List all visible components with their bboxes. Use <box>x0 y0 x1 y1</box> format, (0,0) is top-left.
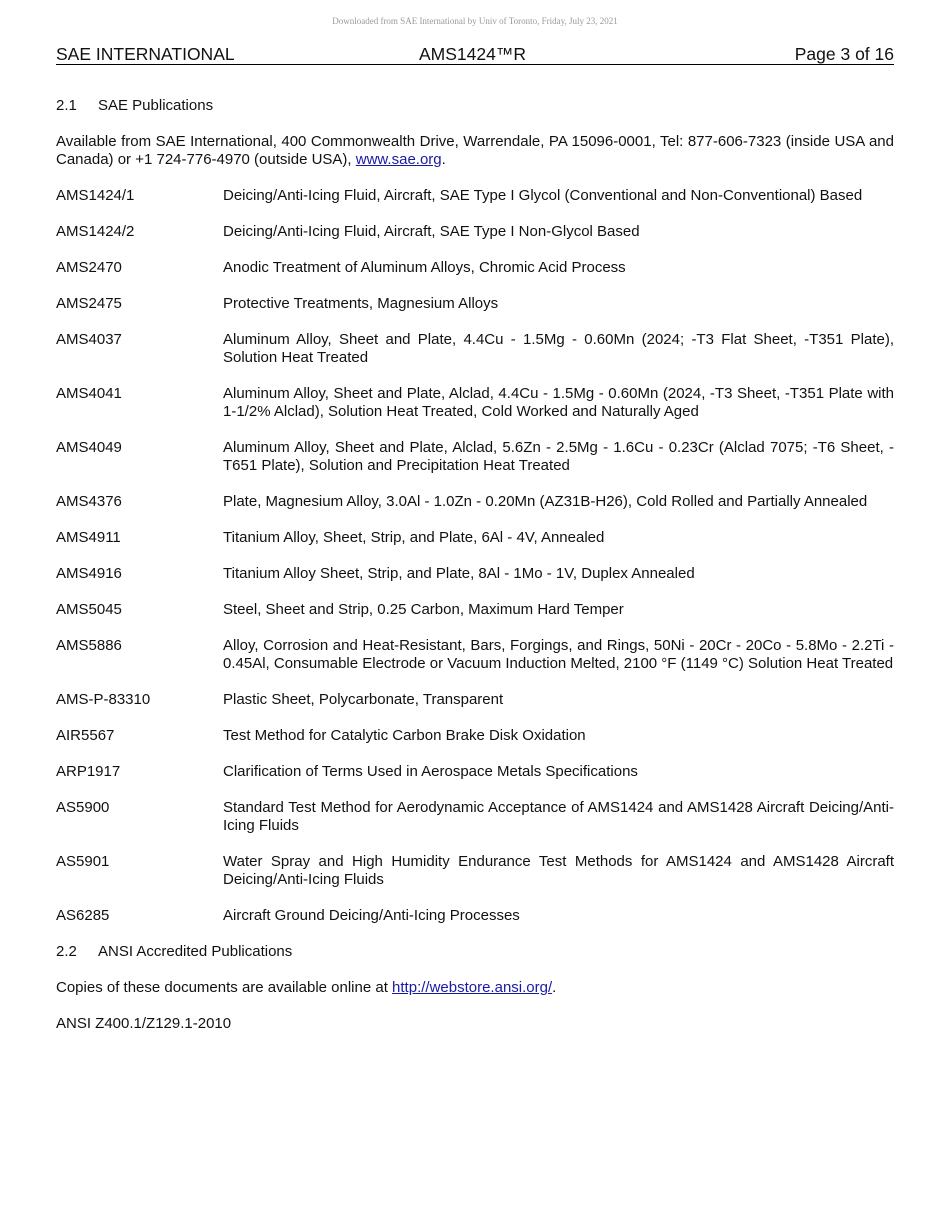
reference-title: Plate, Magnesium Alloy, 3.0Al - 1.0Zn - 0.20Mn (AZ31B-H26), Cold Rolled and Partially Annealed <box>223 493 868 510</box>
reference-code: AMS2470 <box>56 259 122 276</box>
reference-title: Protective Treatments, Magnesium Alloys <box>223 295 499 312</box>
reference-list <box>56 187 894 925</box>
reference-title: Clarification of Terms Used in Aerospace Metals Specifications <box>223 763 638 780</box>
ansi-standard-item: ANSI Z400.1/Z129.1-2010 <box>56 1015 232 1032</box>
reference-row <box>56 385 894 421</box>
reference-row <box>56 439 894 475</box>
reference-code: AMS4041 <box>56 385 122 402</box>
reference-code: ARP1917 <box>56 763 121 780</box>
reference-title: Standard Test Method for Aerodynamic Acceptance of AMS1424 and AMS1428 Aircraft Deicing/Anti-Icing Fluids <box>223 799 894 834</box>
reference-row <box>56 601 894 619</box>
section-title: SAE Publications <box>98 97 214 114</box>
reference-code: AMS-P-83310 <box>56 691 151 708</box>
reference-code: AMS2475 <box>56 295 122 312</box>
page-header <box>56 44 894 65</box>
reference-row <box>56 187 894 205</box>
reference-row <box>56 691 894 709</box>
section-heading-2-2 <box>56 943 894 961</box>
reference-row <box>56 763 894 781</box>
reference-code: AMS5886 <box>56 637 122 654</box>
ansi-webstore-link[interactable]: http://webstore.ansi.org/ <box>392 979 553 996</box>
reference-row <box>56 295 894 313</box>
header-doc-id: AMS1424™R <box>419 44 526 64</box>
sae-website-link[interactable]: www.sae.org <box>355 151 442 168</box>
reference-code: AS5900 <box>56 799 110 816</box>
reference-code: AMS4037 <box>56 331 122 348</box>
reference-title: Anodic Treatment of Aluminum Alloys, Chromic Acid Process <box>223 259 626 276</box>
section-number: 2.1 <box>56 97 77 114</box>
reference-row <box>56 259 894 277</box>
reference-code: AMS4911 <box>56 529 121 546</box>
sae-availability-paragraph: Available from SAE International, 400 Commonwealth Drive, Warrendale, PA 15096-0001, Tel: 877-606-7323 (inside USA and Canada) or +1 724-776-4970 (outside USA), www.sae.org. <box>56 133 894 168</box>
header-org: SAE INTERNATIONAL <box>56 44 235 64</box>
reference-title: Aluminum Alloy, Sheet and Plate, Alclad, 5.6Zn - 2.5Mg - 1.6Cu - 0.23Cr (Alclad 7075; -T6 Sheet, -T651 Plate), Solution and Precipitation Heat Treated <box>223 439 894 474</box>
reference-title: Deicing/Anti-Icing Fluid, Aircraft, SAE Type I Non-Glycol Based <box>223 223 640 240</box>
reference-code: AIR5567 <box>56 727 115 744</box>
reference-row <box>56 565 894 583</box>
reference-title: Plastic Sheet, Polycarbonate, Transparent <box>223 691 504 708</box>
section-number: 2.2 <box>56 943 77 960</box>
reference-row <box>56 853 894 889</box>
reference-row <box>56 331 894 367</box>
section-title: ANSI Accredited Publications <box>98 943 293 960</box>
reference-row <box>56 799 894 835</box>
reference-code: AS5901 <box>56 853 110 870</box>
reference-title: Aircraft Ground Deicing/Anti-Icing Processes <box>223 907 520 924</box>
download-watermark: Downloaded from SAE International by Univ of Toronto, Friday, July 23, 2021 <box>332 16 618 26</box>
reference-title: Alloy, Corrosion and Heat-Resistant, Bars, Forgings, and Rings, 50Ni - 20Cr - 20Co - 5.8Mo - 2.2Ti - 0.45Al, Consumable Electrode or Vacuum Induction Melted, 2100 °F (1149 °C) Solution Heat Treated <box>223 637 894 672</box>
reference-code: AMS4049 <box>56 439 122 456</box>
reference-code: AMS4376 <box>56 493 122 510</box>
reference-title: Titanium Alloy, Sheet, Strip, and Plate, 6Al - 4V, Annealed <box>223 529 605 546</box>
reference-title: Water Spray and High Humidity Endurance Test Methods for AMS1424 and AMS1428 Aircraft Deicing/Anti-Icing Fluids <box>223 853 894 888</box>
ansi-availability-paragraph: Copies of these documents are available online at http://webstore.ansi.org/. <box>56 979 557 996</box>
reference-row <box>56 637 894 673</box>
header-page-number: Page 3 of 16 <box>794 44 894 64</box>
reference-row <box>56 907 894 925</box>
reference-code: AMS1424/2 <box>56 223 135 240</box>
reference-code: AMS1424/1 <box>56 187 135 204</box>
reference-title: Deicing/Anti-Icing Fluid, Aircraft, SAE Type I Glycol (Conventional and Non-Conventional) Based <box>223 187 863 204</box>
reference-title: Steel, Sheet and Strip, 0.25 Carbon, Maximum Hard Temper <box>223 601 624 618</box>
reference-title: Aluminum Alloy, Sheet and Plate, Alclad, 4.4Cu - 1.5Mg - 0.60Mn (2024, -T3 Sheet, -T351 Plate with 1-1/2% Alclad), Solution Heat Treated, Cold Worked and Naturally Aged <box>223 385 894 420</box>
reference-title: Aluminum Alloy, Sheet and Plate, 4.4Cu - 1.5Mg - 0.60Mn (2024; -T3 Flat Sheet, -T351 Plate), Solution Heat Treated <box>223 331 894 366</box>
reference-code: AS6285 <box>56 907 110 924</box>
reference-title: Titanium Alloy Sheet, Strip, and Plate, 8Al - 1Mo - 1V, Duplex Annealed <box>223 565 695 582</box>
reference-code: AMS5045 <box>56 601 122 618</box>
reference-row <box>56 727 894 745</box>
section-heading-2-1 <box>56 97 894 115</box>
reference-row <box>56 529 894 547</box>
reference-title: Test Method for Catalytic Carbon Brake Disk Oxidation <box>223 727 586 744</box>
reference-row <box>56 493 894 511</box>
document-body <box>56 97 894 1051</box>
reference-row <box>56 223 894 241</box>
reference-code: AMS4916 <box>56 565 122 582</box>
